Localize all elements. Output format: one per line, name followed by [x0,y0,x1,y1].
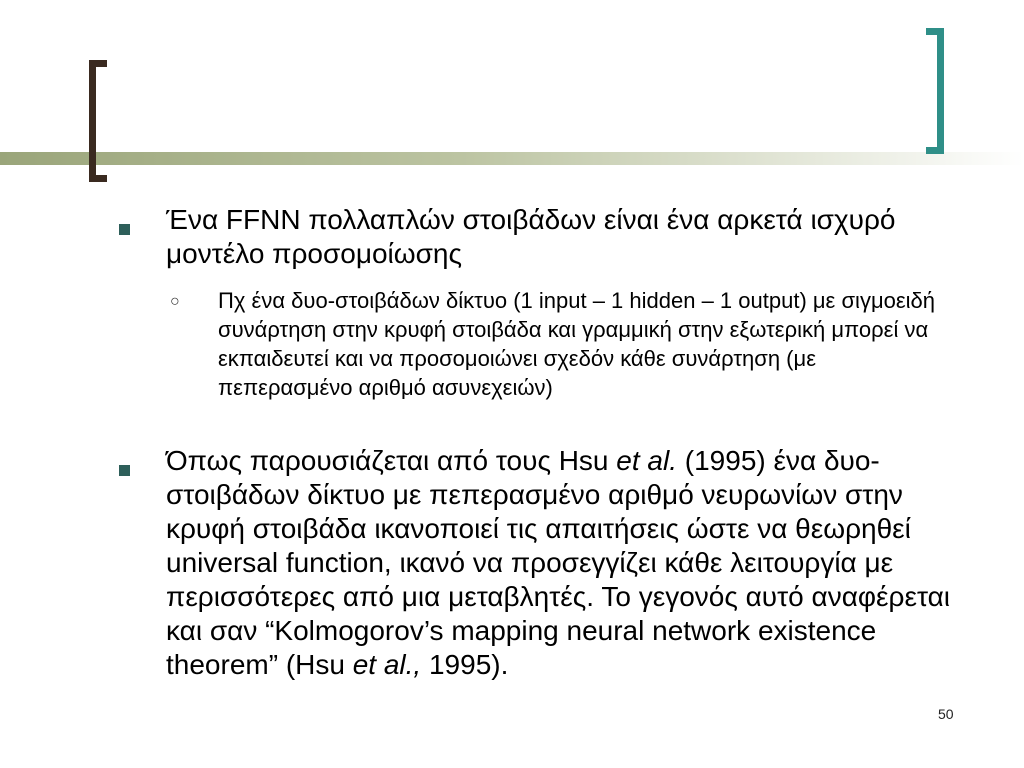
sub-bullet-1-text: Πχ ένα δυο-στοιβάδων δίκτυο (1 input – 1 hidden – 1 output) με σιγμοειδή συνάρτηση στην κρυφή στοιβάδα και γραμμική στην εξωτερική μπορεί να εκπαιδευτεί και να προσομοιώνει σχεδόν κάθε συνάρτηση (με πεπερασμένο αριθμό ασυνεχειών) [218,288,936,400]
circle-bullet-icon: ○ [170,293,180,310]
bullet-2-text-part-2: (1995) ένα δυο-στοιβάδων δίκτυο με πεπερασμένο αριθμό νευρωνίων στην κρυφή στοιβάδα ικανοποιεί τις απαιτήσεις ώστε να θεωρηθεί universal function, ικανό να προσεγγίζει κάθε λειτουργία με περισσότερες από μια μεταβλητές. Το γεγονός αυτό αναφέρεται και σαν “Kolmogorov’s mapping neural network existence theorem” (Hsu [166,445,951,680]
bullet-2-citation-italic-1: et al. [616,445,677,476]
slide-number: 50 [938,706,954,722]
bullet-2-citation-italic-2: et al., [352,649,422,680]
bullet-2-text [166,444,966,682]
square-bullet-icon [119,465,130,476]
square-bullet-icon [119,224,130,235]
bullet-2-text-part-1: Όπως παρουσιάζεται από τους Hsu [166,445,617,476]
bullet-2-text-part-3: 1995). [421,649,509,680]
bullet-1-text: Ένα FFNN πολλαπλών στοιβάδων είναι ένα αρκετά ισχυρό μοντέλο προσομοίωσης [166,204,896,269]
